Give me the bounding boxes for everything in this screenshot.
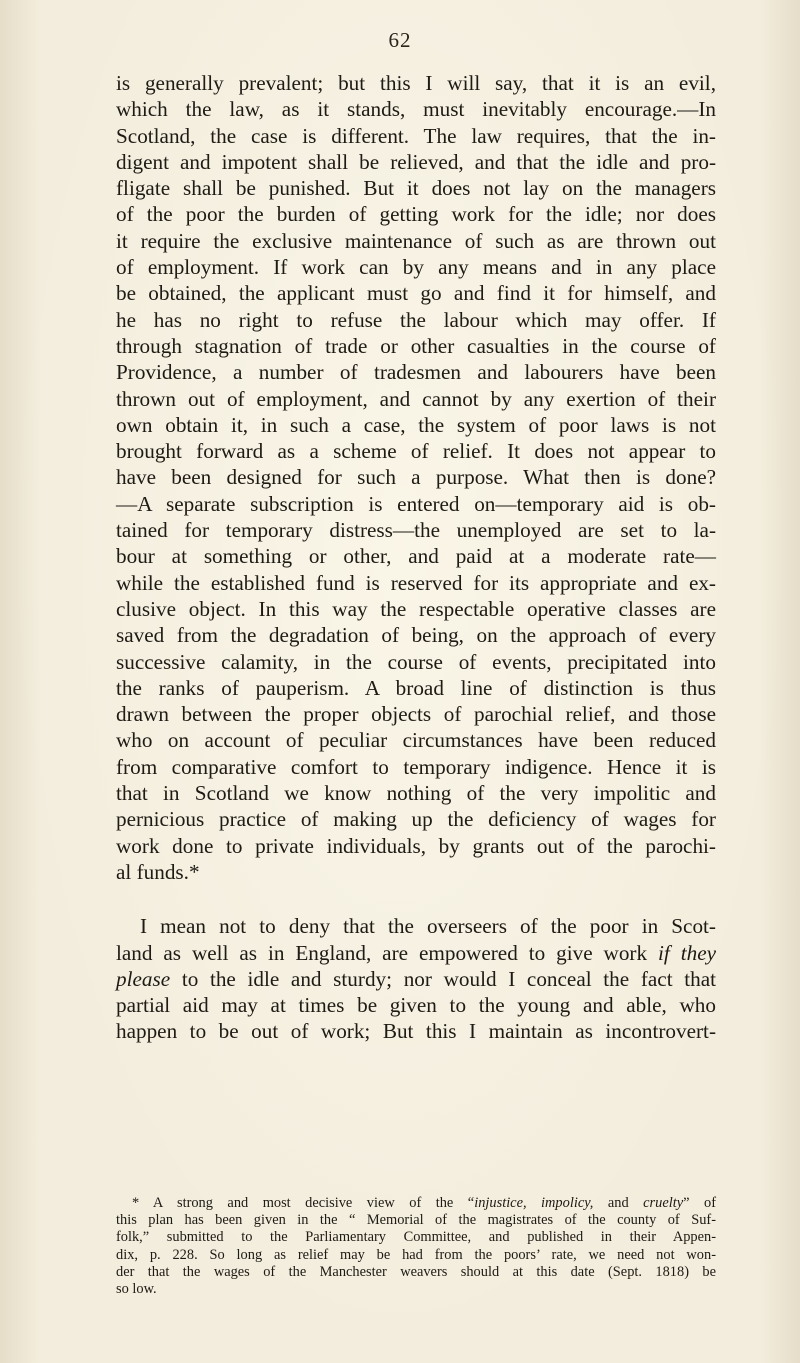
text-run: land as well as in England, are empowered to give work bbox=[116, 940, 648, 965]
text-line: through stagnation of trade or other casualties in the course of bbox=[116, 333, 716, 358]
text-line: pernicious practice of making up the deficiency of wages for bbox=[116, 807, 716, 832]
text-line bbox=[116, 966, 716, 992]
footnote bbox=[116, 1195, 716, 1298]
text-line: Providence, a number of tradesmen and labourers have been bbox=[116, 360, 716, 385]
italic-run: injustice, impolicy, bbox=[474, 1195, 594, 1211]
footnote-line: this plan has been given in the “ Memorial of the magistrates of the county of Suf- bbox=[116, 1212, 716, 1229]
text-run: happen to be out of work; But this I maintain as incontrovert- bbox=[116, 1019, 716, 1044]
text-line bbox=[116, 1018, 716, 1044]
text-line: that in Scotland we know nothing of the very impolitic and bbox=[116, 781, 716, 806]
text-line: drawn between the proper objects of parochial relief, and those bbox=[116, 702, 716, 727]
footnote-line bbox=[116, 1195, 716, 1212]
text-line: work done to private individuals, by grants out of the parochi- bbox=[116, 833, 716, 858]
italic-run: cruelty bbox=[643, 1195, 684, 1211]
text-run: partial aid may at times be given to the young and able, who bbox=[116, 993, 716, 1018]
footnote-line: der that the wages of the Manchester weavers should at this date (Sept. 1818) be bbox=[116, 1263, 716, 1280]
text-line: be obtained, the applicant must go and find it for himself, and bbox=[116, 281, 716, 306]
text-line: al funds.* bbox=[116, 859, 200, 884]
text-line bbox=[116, 992, 716, 1018]
body-text bbox=[116, 70, 716, 1045]
text-line: while the established fund is reserved for its appropriate and ex- bbox=[116, 570, 716, 595]
text-line: is generally prevalent; but this I will say, that it is an evil, bbox=[116, 71, 716, 95]
text-run: ” of bbox=[683, 1195, 716, 1211]
text-line: from comparative comfort to temporary indigence. Hence it is bbox=[116, 754, 716, 779]
text-line: the ranks of pauperism. A broad line of distinction is thus bbox=[116, 675, 716, 700]
paragraph-2 bbox=[116, 913, 716, 1044]
text-line: who on account of peculiar circumstances have been reduced bbox=[116, 728, 716, 753]
text-line: digent and impotent shall be relieved, and that the idle and pro- bbox=[116, 149, 716, 174]
italic-run: please bbox=[116, 966, 171, 991]
text-line: Scotland, the case is different. The law requires, that the in- bbox=[116, 123, 716, 148]
text-line: of employment. If work can by any means and in any place bbox=[116, 255, 716, 280]
text-line bbox=[116, 940, 716, 966]
italic-run: if they bbox=[658, 940, 717, 965]
text-run: to the idle and sturdy; nor would I conceal the fact that bbox=[181, 966, 717, 991]
text-line: brought forward as a scheme of relief. It does not appear to bbox=[116, 439, 716, 464]
text-line: thrown out of employment, and cannot by any exertion of their bbox=[116, 386, 716, 411]
text-run: and bbox=[593, 1195, 644, 1211]
footnote-line: dix, p. 228. So long as relief may be had from the poors’ rate, we need not won- bbox=[116, 1246, 716, 1263]
text-line: —A separate subscription is entered on—temporary aid is ob- bbox=[116, 491, 716, 516]
text-line: successive calamity, in the course of events, precipitated into bbox=[116, 649, 716, 674]
text-line: it require the exclusive maintenance of such as are thrown out bbox=[116, 228, 716, 253]
footnote-line: folk,” submitted to the Parliamentary Committee, and published in their Appen- bbox=[116, 1229, 716, 1246]
text-line: own obtain it, in such a case, the system of poor laws is not bbox=[116, 412, 716, 437]
text-line: bour at something or other, and paid at a moderate rate— bbox=[116, 544, 716, 569]
page-number: 62 bbox=[388, 28, 412, 52]
text-line: tained for temporary distress—the unemployed are set to la- bbox=[116, 518, 716, 543]
text-line: have been designed for such a purpose. What then is done? bbox=[116, 465, 716, 490]
text-run: I mean not to deny that the overseers of the poor in Scot- bbox=[140, 914, 716, 939]
paragraph-1 bbox=[116, 70, 716, 885]
text-line: clusive object. In this way the respectable operative classes are bbox=[116, 596, 716, 621]
text-line: which the law, as it stands, must inevitably encourage.—In bbox=[116, 97, 716, 122]
text-line bbox=[116, 913, 716, 939]
text-line: he has no right to refuse the labour which may offer. If bbox=[116, 307, 716, 332]
footnote-line: so low. bbox=[116, 1281, 157, 1298]
text-line: fligate shall be punished. But it does not lay on the managers bbox=[116, 176, 716, 201]
text-line: saved from the degradation of being, on the approach of every bbox=[116, 623, 716, 648]
text-line: of the poor the burden of getting work for the idle; nor does bbox=[116, 202, 716, 227]
text-run: * A strong and most decisive view of the “ bbox=[132, 1195, 475, 1211]
